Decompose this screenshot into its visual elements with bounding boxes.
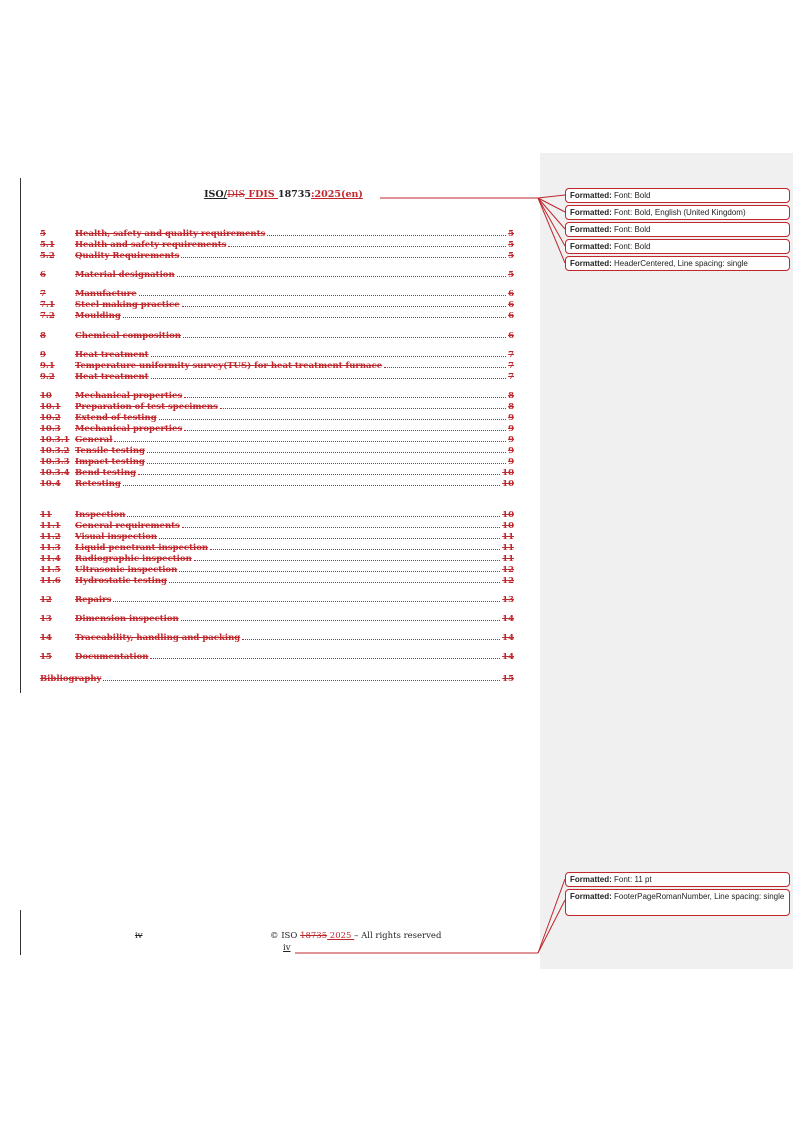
toc-entry[interactable] — [40, 521, 514, 531]
toc-entry-page: 5 — [508, 270, 514, 280]
toc-leader-dots — [159, 532, 500, 539]
toc-entry[interactable] — [40, 350, 514, 360]
toc-leader-dots — [210, 543, 500, 550]
toc-entry-number: 10 — [40, 391, 52, 401]
toc-entry-page: 7 — [508, 361, 514, 371]
toc-entry-page: 13 — [502, 595, 514, 605]
toc-entry-title: Repairs — [75, 595, 112, 605]
toc-entry[interactable] — [40, 614, 514, 624]
balloon-label: Formatted: — [570, 892, 612, 901]
balloon-label: Formatted: — [570, 191, 612, 200]
toc-entry[interactable] — [40, 457, 514, 467]
header-inserted-stage: FDIS — [245, 189, 278, 200]
balloon-text: Font: Bold — [614, 225, 651, 234]
toc-entry[interactable] — [40, 229, 514, 239]
toc-entry[interactable] — [40, 251, 514, 261]
toc-entry-number: 5 — [40, 229, 46, 239]
toc-entry-page: 7 — [508, 350, 514, 360]
toc-leader-dots — [384, 361, 506, 368]
toc-entry-title: Steel making practice — [75, 300, 180, 310]
change-bar — [20, 178, 21, 693]
toc-entry-page: 8 — [508, 402, 514, 412]
toc-entry-number: 11.5 — [40, 565, 61, 575]
toc-leader-dots — [127, 510, 500, 517]
toc-entry[interactable] — [40, 300, 514, 310]
balloon-text: FooterPageRomanNumber, Line spacing: single — [614, 892, 785, 901]
toc-entry-title: Dimension inspection — [75, 614, 179, 624]
toc-entry-title: Mechanical properties — [75, 424, 183, 434]
toc-leader-dots — [177, 270, 506, 277]
toc-entry-title: Visual inspection — [75, 532, 158, 542]
toc-leader-dots — [123, 311, 506, 318]
balloon-text: Font: Bold — [614, 191, 651, 200]
toc-entry-number: 10.1 — [40, 402, 61, 412]
balloon-label: Formatted: — [570, 242, 612, 251]
toc-entry-title: Ultrasonic inspection — [75, 565, 178, 575]
toc-entry-title: Mechanical properties — [75, 391, 183, 401]
toc-entry-page: 8 — [508, 391, 514, 401]
toc-entry-title: Tensile testing — [75, 446, 145, 456]
format-balloon[interactable] — [565, 188, 790, 203]
toc-entry-page: 9 — [508, 446, 514, 456]
toc-entry[interactable] — [40, 595, 514, 605]
toc-entry-number: 7 — [40, 289, 46, 299]
comment-margin-pane — [540, 153, 793, 969]
toc-leader-dots — [182, 300, 506, 307]
toc-leader-dots — [169, 576, 500, 583]
toc-entry[interactable] — [40, 413, 514, 423]
balloon-label: Formatted: — [570, 259, 612, 268]
toc-entry-number: 9.1 — [40, 361, 55, 371]
toc-entry[interactable] — [40, 674, 514, 684]
toc-entry-number: 11.2 — [40, 532, 61, 542]
toc-leader-dots — [184, 424, 506, 431]
toc-leader-dots — [139, 289, 506, 296]
toc-entry-title: Health and safety requirements — [75, 240, 227, 250]
toc-entry-title: Quality Requirements — [75, 251, 180, 261]
toc-entry-number: 10.3.4 — [40, 468, 70, 478]
toc-entry-number: 11.4 — [40, 554, 61, 564]
toc-entry-page: 10 — [502, 510, 514, 520]
toc-leader-dots — [138, 468, 500, 475]
toc-entry[interactable] — [40, 468, 514, 478]
toc-leader-dots — [159, 413, 506, 420]
toc-entry-title: Material designation — [75, 270, 175, 280]
toc-leader-dots — [181, 614, 500, 621]
toc-entry-title: Heat treatment — [75, 372, 149, 382]
toc-entry-page: 9 — [508, 413, 514, 423]
toc-entry-page: 6 — [508, 331, 514, 341]
toc-entry-page: 6 — [508, 289, 514, 299]
toc-entry-title: Bibliography — [40, 674, 102, 684]
toc-entry-page: 9 — [508, 457, 514, 467]
toc-entry-page: 5 — [508, 251, 514, 261]
header-inserted-suffix: :2025(en) — [311, 189, 363, 200]
toc-entry-title: Liquid penetrant inspection — [75, 543, 209, 553]
toc-entry-page: 6 — [508, 311, 514, 321]
format-balloon[interactable] — [565, 239, 790, 254]
toc-entry-page: 7 — [508, 372, 514, 382]
toc-leader-dots — [113, 595, 500, 602]
toc-leader-dots — [228, 240, 506, 247]
toc-entry[interactable] — [40, 289, 514, 299]
toc-entry-title: Inspection — [75, 510, 126, 520]
toc-entry-page: 14 — [502, 652, 514, 662]
toc-entry-number: 12 — [40, 595, 52, 605]
toc-entry-page: 15 — [502, 674, 514, 684]
format-balloon[interactable] — [565, 256, 790, 271]
header-deleted-stage: DIS — [227, 189, 246, 200]
toc-entry-title: Radiographic inspection — [75, 554, 192, 564]
toc-entry-page: 14 — [502, 633, 514, 643]
toc-entry[interactable] — [40, 554, 514, 564]
document-header — [0, 189, 567, 200]
balloon-label: Formatted: — [570, 225, 612, 234]
toc-entry-number: 6 — [40, 270, 46, 280]
toc-entry[interactable] — [40, 402, 514, 412]
toc-entry-title: Extend of testing — [75, 413, 157, 423]
toc-entry-title: Documentation — [75, 652, 149, 662]
toc-leader-dots — [181, 251, 506, 258]
toc-entry-page: 11 — [502, 543, 514, 553]
toc-entry[interactable] — [40, 479, 514, 489]
toc-entry-page: 6 — [508, 300, 514, 310]
toc-entry[interactable] — [40, 311, 514, 321]
toc-entry[interactable] — [40, 435, 514, 445]
toc-entry-number: 10.2 — [40, 413, 61, 423]
footer-roman-deleted: iv — [135, 931, 143, 941]
toc-entry-number: 13 — [40, 614, 52, 624]
change-bar — [20, 910, 21, 955]
toc-entry-title: Traceability, handling and packing — [75, 633, 241, 643]
toc-leader-dots — [151, 350, 506, 357]
toc-entry-number: 5.1 — [40, 240, 55, 250]
toc-entry-page: 14 — [502, 614, 514, 624]
toc-entry-page: 9 — [508, 424, 514, 434]
footer — [135, 931, 442, 941]
toc-leader-dots — [194, 554, 500, 561]
toc-entry[interactable] — [40, 652, 514, 662]
toc-entry-title: Manufacture — [75, 289, 137, 299]
format-balloon[interactable] — [565, 222, 790, 237]
toc-entry-page: 5 — [508, 240, 514, 250]
toc-entry[interactable] — [40, 543, 514, 553]
toc-entry-title: Health, safety and quality requirements — [75, 229, 266, 239]
toc-entry-title: Chemical composition — [75, 331, 181, 341]
toc-entry-page: 9 — [508, 435, 514, 445]
toc-entry-number: 11.6 — [40, 576, 61, 586]
toc-entry-number: 7.1 — [40, 300, 55, 310]
balloon-text: HeaderCentered, Line spacing: single — [614, 259, 748, 268]
toc-leader-dots — [123, 479, 500, 486]
toc-entry-page: 10 — [502, 479, 514, 489]
toc-entry[interactable] — [40, 532, 514, 542]
toc-entry-title: Temperature uniformity survey(TUS) for heat treatment furnace — [75, 361, 383, 371]
toc-entry-number: 9.2 — [40, 372, 55, 382]
toc-entry-page: 10 — [502, 468, 514, 478]
toc-entry[interactable] — [40, 331, 514, 341]
toc-leader-dots — [183, 331, 506, 338]
toc-leader-dots — [242, 633, 500, 640]
toc-entry-title: Bend testing — [75, 468, 137, 478]
toc-entry-number: 14 — [40, 633, 52, 643]
toc-entry-number: 11 — [40, 510, 52, 520]
toc-entry[interactable] — [40, 361, 514, 371]
toc-entry-title: General — [75, 435, 113, 445]
toc-entry-title: Preparation of test specimens — [75, 402, 218, 412]
toc-entry-page: 5 — [508, 229, 514, 239]
toc-leader-dots — [147, 457, 506, 464]
toc-entry-title: Retesting — [75, 479, 121, 489]
footer-inserted-year: 2025 — [327, 931, 355, 941]
toc-entry[interactable] — [40, 240, 514, 250]
toc-entry-page: 11 — [502, 532, 514, 542]
toc-entry-page: 11 — [502, 554, 514, 564]
footer-deleted-number: 18735 — [300, 931, 328, 941]
toc-leader-dots — [150, 652, 500, 659]
toc-entry-number: 9 — [40, 350, 46, 360]
toc-entry-number: 8 — [40, 331, 46, 341]
footer-copyright-prefix: © ISO — [270, 931, 301, 941]
header-iso: ISO/ — [204, 189, 228, 200]
header-number: 18735 — [277, 189, 312, 200]
toc-entry-number: 10.3.3 — [40, 457, 70, 467]
toc-entry-number: 11.1 — [40, 521, 61, 531]
toc-entry[interactable] — [40, 424, 514, 434]
toc-entry-number: 11.3 — [40, 543, 61, 553]
toc-entry-number: 10.3.1 — [40, 435, 70, 445]
toc-entry-page: 10 — [502, 521, 514, 531]
toc-entry[interactable] — [40, 565, 514, 575]
toc-entry-number: 10.3 — [40, 424, 61, 434]
format-balloon[interactable] — [565, 889, 790, 916]
toc-entry-title: Heat treatment — [75, 350, 149, 360]
toc-entry[interactable] — [40, 391, 514, 401]
toc-leader-dots — [182, 521, 500, 528]
toc-leader-dots — [147, 446, 506, 453]
toc-entry-title: Hydrostatic testing — [75, 576, 167, 586]
toc-entry-page: 12 — [502, 565, 514, 575]
balloon-label: Formatted: — [570, 208, 612, 217]
toc-leader-dots — [220, 402, 506, 409]
toc-entry-number: 5.2 — [40, 251, 55, 261]
toc-leader-dots — [179, 565, 500, 572]
toc-entry-number: 15 — [40, 652, 52, 662]
toc-entry[interactable] — [40, 372, 514, 382]
toc-entry-number: 7.2 — [40, 311, 55, 321]
toc-entry-title: General requirements — [75, 521, 180, 531]
format-balloon[interactable] — [565, 205, 790, 220]
footer-page-number: iv — [283, 943, 291, 953]
toc-leader-dots — [103, 674, 500, 681]
toc-entry[interactable] — [40, 576, 514, 586]
toc-entry[interactable] — [40, 446, 514, 456]
toc-leader-dots — [184, 391, 506, 398]
toc-entry-number: 10.4 — [40, 479, 61, 489]
balloon-text: Font: 11 pt — [614, 875, 652, 884]
toc-entry-title: Moulding — [75, 311, 121, 321]
balloon-label: Formatted: — [570, 875, 612, 884]
toc-leader-dots — [267, 229, 506, 236]
footer-copyright-suffix: – All rights reserved — [354, 931, 442, 941]
balloon-text: Font: Bold, English (United Kingdom) — [614, 208, 746, 217]
toc-entry-title: Impact testing — [75, 457, 145, 467]
toc-entry[interactable] — [40, 510, 514, 520]
toc-entry[interactable] — [40, 270, 514, 280]
toc-leader-dots — [114, 435, 506, 442]
toc-entry-number: 10.3.2 — [40, 446, 70, 456]
toc-entry-page: 12 — [502, 576, 514, 586]
toc-leader-dots — [151, 372, 506, 379]
format-balloon[interactable] — [565, 872, 790, 887]
toc-entry[interactable] — [40, 633, 514, 643]
balloon-text: Font: Bold — [614, 242, 651, 251]
